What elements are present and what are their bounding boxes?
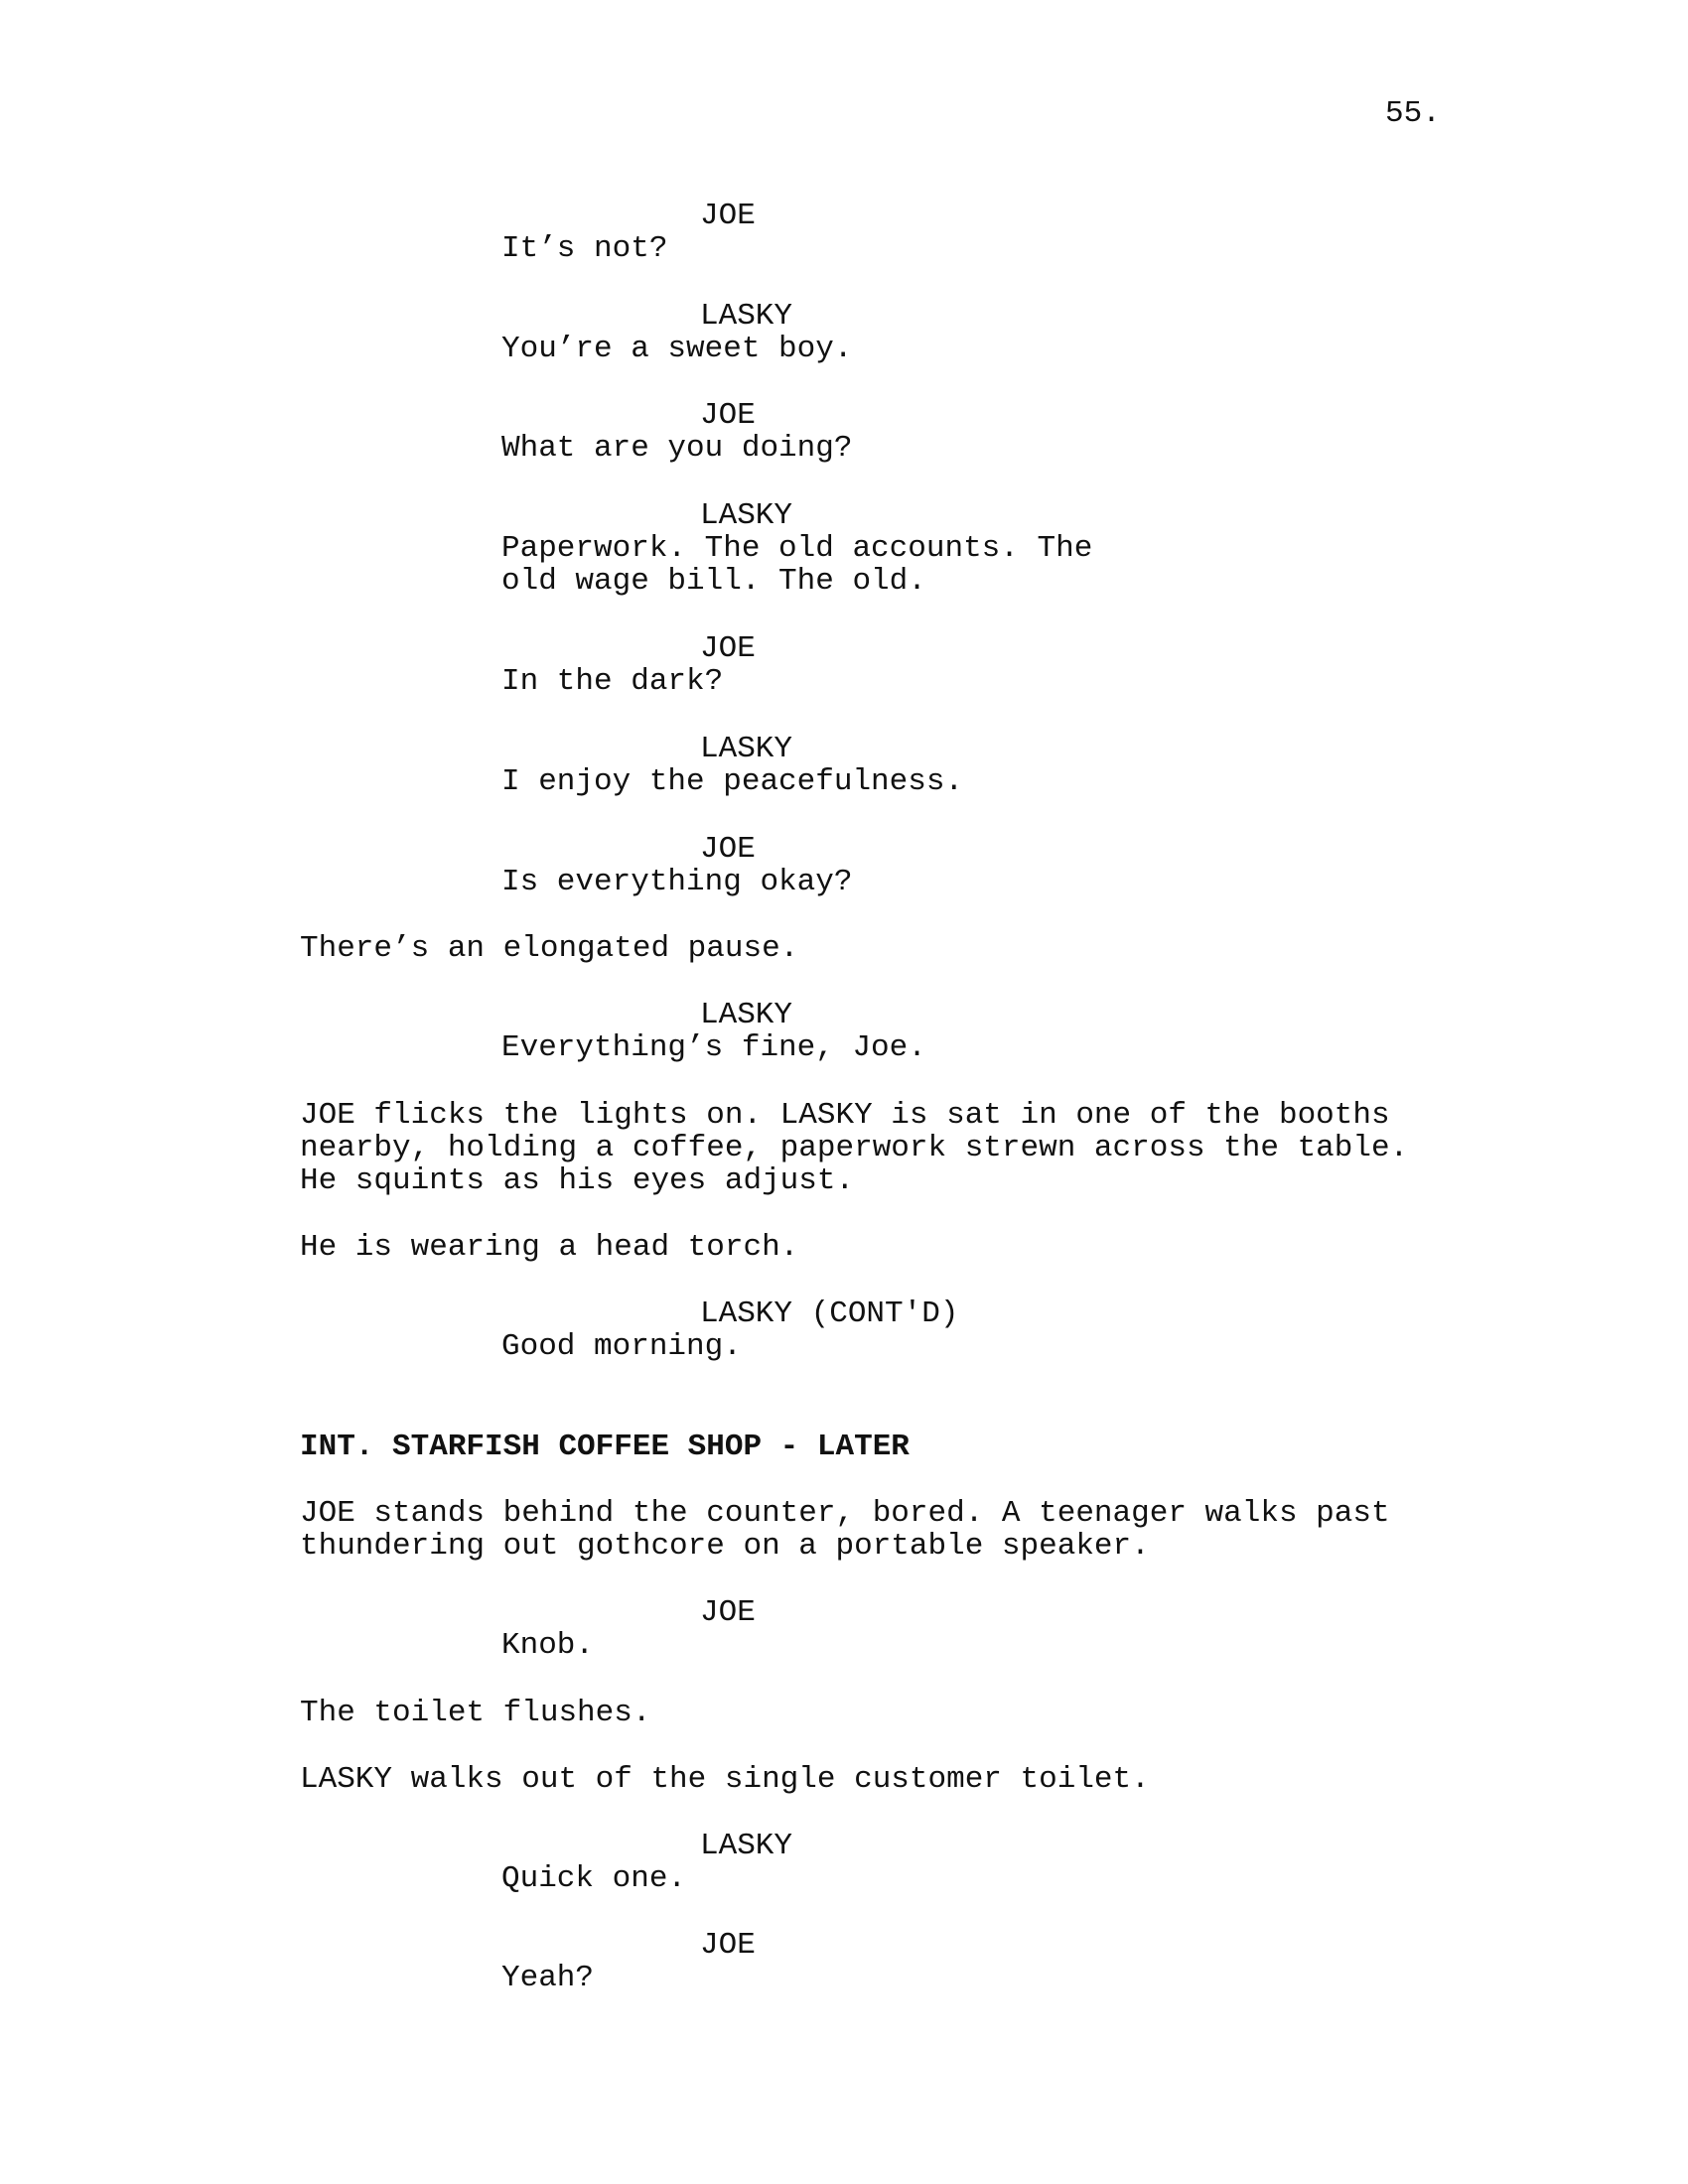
- action-line: There’s an elongated pause.: [300, 931, 799, 966]
- character-cue: LASKY: [700, 998, 793, 1032]
- action-line: JOE flicks the lights on. LASKY is sat in one of the booths: [300, 1098, 1390, 1133]
- dialogue-line: I enjoy the peacefulness.: [501, 764, 964, 799]
- dialogue-line: In the dark?: [501, 664, 724, 699]
- action-line: He squints as his eyes adjust.: [300, 1163, 855, 1198]
- character-cue: JOE: [700, 398, 756, 433]
- character-cue: LASKY: [700, 732, 793, 766]
- action-line: nearby, holding a coffee, paperwork strewn across the table.: [300, 1131, 1409, 1165]
- character-cue: JOE: [700, 1928, 756, 1963]
- character-cue: JOE: [700, 832, 756, 867]
- page-number: 55.: [1385, 96, 1441, 131]
- action-line: thundering out gothcore on a portable speaker.: [300, 1529, 1150, 1564]
- dialogue-line: Paperwork. The old accounts. The: [501, 531, 1093, 566]
- dialogue-line: Quick one.: [501, 1861, 687, 1896]
- dialogue-line: You’re a sweet boy.: [501, 332, 853, 366]
- action-line: He is wearing a head torch.: [300, 1230, 799, 1265]
- scene-heading: INT. STARFISH COFFEE SHOP - LATER: [300, 1430, 910, 1464]
- dialogue-line: Is everything okay?: [501, 865, 853, 899]
- action-line: JOE stands behind the counter, bored. A teenager walks past: [300, 1496, 1390, 1531]
- character-cue: LASKY: [700, 299, 793, 334]
- action-line: The toilet flushes.: [300, 1696, 651, 1730]
- character-cue: JOE: [700, 631, 756, 666]
- dialogue-line: old wage bill. The old.: [501, 564, 926, 599]
- dialogue-line: What are you doing?: [501, 431, 853, 466]
- dialogue-line: Good morning.: [501, 1329, 742, 1364]
- action-line: LASKY walks out of the single customer toilet.: [300, 1762, 1150, 1797]
- character-cue: LASKY: [700, 1829, 793, 1863]
- dialogue-line: Knob.: [501, 1628, 595, 1663]
- character-cue: LASKY: [700, 498, 793, 533]
- character-cue: JOE: [700, 199, 756, 233]
- dialogue-line: Yeah?: [501, 1961, 595, 1995]
- dialogue-line: Everything’s fine, Joe.: [501, 1030, 926, 1065]
- dialogue-line: It’s not?: [501, 231, 668, 266]
- character-cue: LASKY (CONT'D): [700, 1297, 959, 1331]
- character-cue: JOE: [700, 1595, 756, 1630]
